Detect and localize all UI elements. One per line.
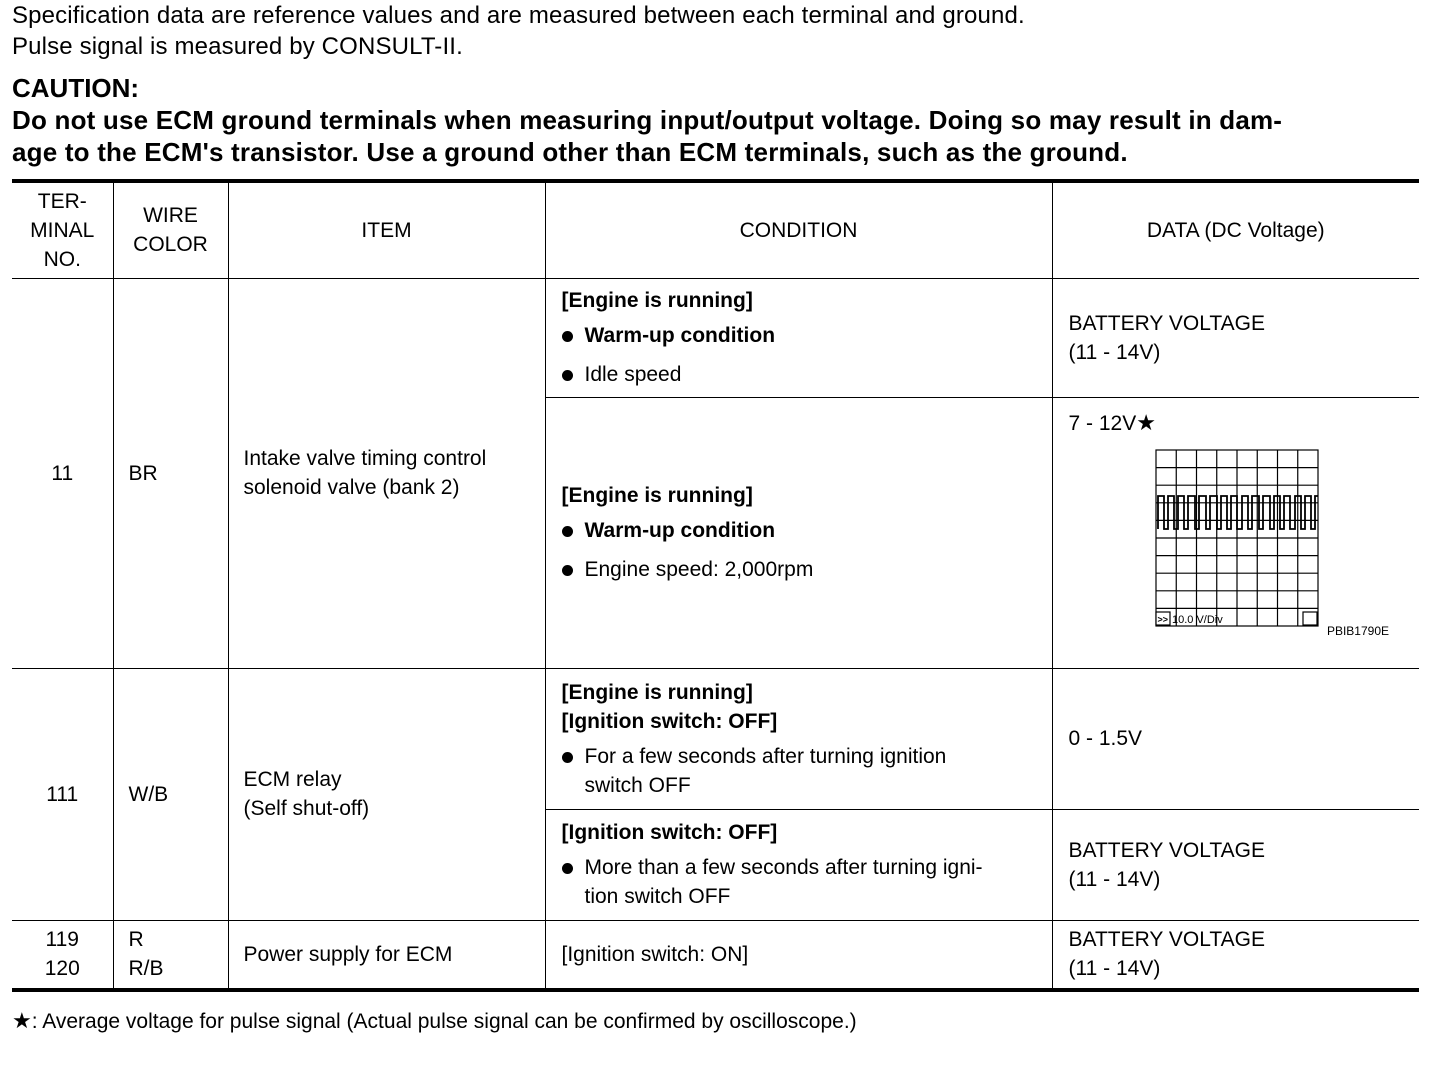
terminal-no: 11	[12, 278, 113, 668]
data-line: 0 - 1.5V	[1068, 727, 1143, 750]
data-line: (11 - 14V)	[1068, 957, 1161, 981]
header-data: DATA (DC Voltage)	[1052, 181, 1419, 278]
caution-line: Do not use ECM ground terminals when measuring input/output voltage. Doing so may result in dam-	[12, 105, 1283, 135]
condition-cell	[545, 668, 1052, 809]
wire-line: R/B	[128, 957, 164, 981]
data-line: BATTERY VOLTAGE	[1068, 928, 1265, 952]
condition-cell	[545, 809, 1052, 920]
pulse-note: Pulse signal is measured by CONSULT-II.	[12, 33, 463, 60]
bullet-text: Warm-up condition	[584, 324, 776, 347]
intro-text	[12, 0, 1432, 62]
bullet-text: Engine speed: 2,000rpm	[584, 558, 814, 581]
condition-bullet	[562, 742, 1042, 800]
data-line: (11 - 14V)	[1068, 867, 1161, 891]
condition-heading: [Engine is running]	[561, 680, 753, 704]
table-row	[12, 920, 1419, 990]
header-item: ITEM	[228, 181, 545, 278]
condition-heading: [Ignition switch: OFF]	[561, 709, 778, 733]
condition-bullet	[562, 516, 1042, 545]
bullet-text-line: For a few seconds after turning ignition	[584, 744, 947, 768]
data-line: BATTERY VOLTAGE	[1068, 838, 1265, 862]
bullet-text: Idle speed	[584, 363, 682, 386]
wire-color: W/B	[113, 668, 228, 920]
scope-scale-label: 10.0 V/Div	[1171, 613, 1223, 626]
footnote	[12, 1006, 857, 1036]
item-line: (Self shut-off)	[243, 797, 370, 820]
data-cell	[1052, 397, 1419, 668]
header-wire-color	[113, 181, 228, 278]
header-terminal-no	[12, 181, 113, 278]
header-terminal-line: NO.	[43, 247, 81, 271]
condition-bullet	[562, 853, 1042, 911]
header-wire-line: COLOR	[133, 233, 208, 257]
bullet-icon	[562, 331, 573, 342]
scope-corner-box	[1303, 612, 1317, 625]
terminal-no	[12, 920, 113, 990]
bullet-text-line: More than a few seconds after turning igni-	[584, 856, 983, 879]
table-row	[12, 278, 1419, 397]
item-name	[228, 278, 545, 668]
oscilloscope-figure	[1069, 408, 1420, 646]
caution-title: CAUTION:	[12, 73, 140, 103]
pulse-voltage	[1069, 408, 1420, 438]
item-name: Power supply for ECM	[228, 920, 545, 990]
header-wire-line: WIRE	[143, 204, 198, 228]
bullet-text	[585, 853, 983, 911]
item-line: solenoid valve (bank 2)	[243, 476, 460, 499]
terminal-line: 119	[45, 928, 79, 952]
bullet-text-line: tion switch OFF	[584, 885, 731, 908]
wire-color: BR	[113, 278, 228, 668]
condition-heading: [Engine is running]	[561, 289, 753, 312]
condition-heading: [Ignition switch: OFF]	[561, 821, 778, 844]
wire-line: R	[128, 928, 144, 952]
figure-code: PBIB1790E	[1326, 623, 1389, 638]
item-line: Intake valve timing control	[243, 447, 487, 470]
header-condition: CONDITION	[545, 181, 1052, 278]
condition-heading: [Engine is running]	[561, 484, 753, 507]
bullet-icon	[562, 370, 573, 381]
data-cell	[1052, 809, 1419, 920]
bullet-icon	[562, 565, 573, 576]
bullet-text-line: switch OFF	[584, 773, 691, 797]
bullet-text	[585, 742, 947, 800]
bullet-text: Warm-up condition	[584, 519, 776, 542]
condition-cell	[545, 397, 1052, 668]
bullet-icon	[562, 863, 573, 874]
data-cell	[1052, 668, 1419, 809]
star-icon: ★	[12, 1008, 32, 1033]
table-header-row	[12, 181, 1419, 278]
pulse-voltage-value: 7 - 12V	[1068, 411, 1137, 435]
data-cell	[1052, 920, 1419, 990]
condition-bullet	[562, 321, 1042, 350]
condition-heading: [Ignition switch: ON]	[545, 920, 1052, 990]
oscilloscope-waveform	[1153, 448, 1423, 638]
data-cell	[1052, 278, 1419, 397]
terminal-no: 111	[12, 668, 113, 920]
terminal-line: 120	[44, 957, 80, 981]
caution-line: age to the ECM's transistor. Use a ground other than ECM terminals, such as the ground.	[12, 137, 1128, 167]
bullet-icon	[562, 526, 573, 537]
item-line: ECM relay	[243, 768, 342, 791]
footnote-text: : Average voltage for pulse signal (Actual pulse signal can be confirmed by oscilloscope.)	[31, 1010, 857, 1033]
item-name	[228, 668, 545, 920]
header-terminal-line: MINAL	[30, 218, 95, 242]
star-icon: ★	[1136, 409, 1156, 435]
condition-bullet	[562, 555, 1042, 584]
wire-color	[113, 920, 228, 990]
data-line: BATTERY VOLTAGE	[1068, 311, 1265, 335]
table-row	[12, 668, 1419, 809]
condition-cell	[545, 278, 1052, 397]
terminal-spec-table	[12, 179, 1419, 992]
data-line: (11 - 14V)	[1068, 340, 1161, 364]
header-terminal-line: TER-	[37, 189, 87, 213]
pulse-trace	[1158, 496, 1318, 529]
condition-bullet	[562, 360, 1042, 389]
bullet-icon	[562, 752, 573, 763]
spec-note: Specification data are reference values and are measured between each terminal and ground.	[12, 2, 1025, 29]
caution-body	[12, 104, 1422, 168]
channel-marker-glyph: >>	[1157, 614, 1168, 624]
